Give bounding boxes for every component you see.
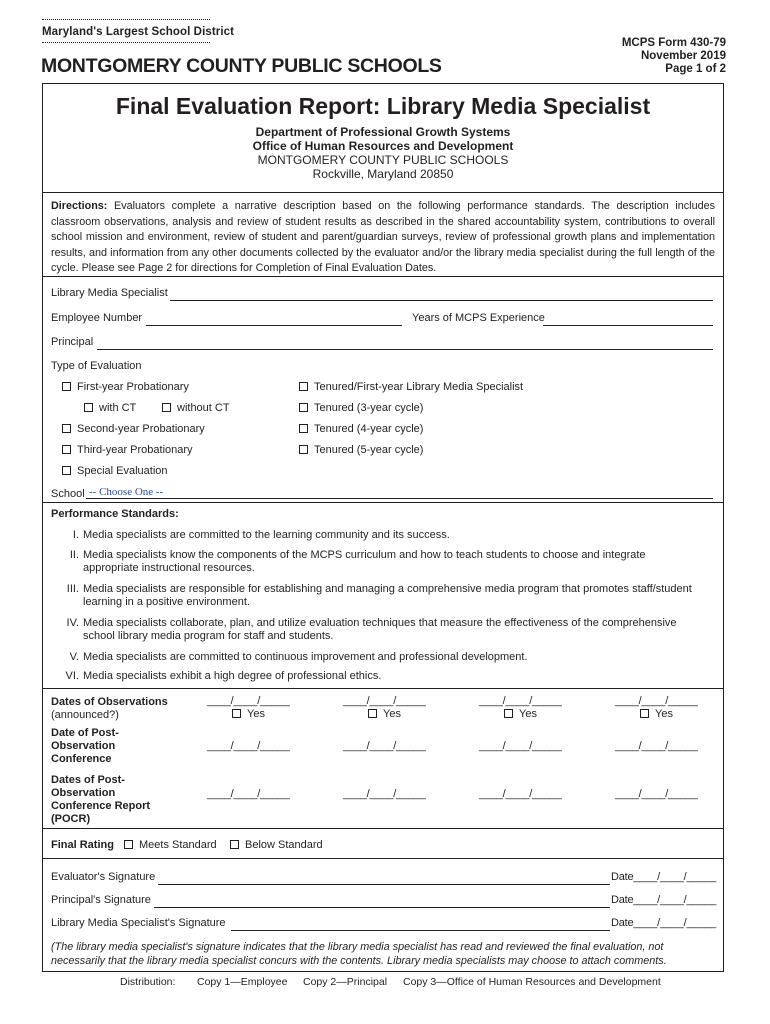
principal-field[interactable] [97,338,713,350]
checkbox[interactable] [230,840,239,849]
checkbox[interactable] [162,403,171,412]
final-rating-label: Final Rating [51,839,114,851]
evaluator-signature-date[interactable]: Date____/____/_____ [611,871,717,883]
rating-below-standard[interactable] [230,839,323,851]
label-line: Observation [51,787,116,799]
distribution-copy-2: Copy 2—Principal [303,976,388,988]
standard-item [51,617,677,630]
post-conference-date-2[interactable]: ____/____/_____ [343,740,426,752]
announced-yes-2[interactable] [368,708,401,720]
office-name: Office of Human Resources and Development [252,139,514,153]
lms-name-label: Library Media Specialist [51,287,168,299]
checkbox[interactable] [62,445,71,454]
district-logo-text: MONTGOMERY COUNTY PUBLIC SCHOOLS [41,55,442,77]
post-conference-date-1[interactable]: ____/____/_____ [207,740,290,752]
option-label: Second-year Probationary [77,423,205,435]
option-first-year[interactable] [62,381,189,393]
observation-date-4[interactable]: ____/____/_____ [615,695,698,707]
option-label: Third-year Probationary [77,444,193,456]
checkbox[interactable] [299,424,308,433]
distribution-label: Distribution: [120,976,176,988]
option-label: with CT [99,402,137,414]
option-label: Special Evaluation [77,465,168,477]
divider [42,276,724,277]
standard-text-cont: learning in a positive environment. [83,596,250,608]
observation-dates-label [51,696,168,722]
observation-date-1[interactable]: ____/____/_____ [207,695,290,707]
principal-label: Principal [51,336,94,348]
rating-label: Below Standard [245,839,323,851]
directions [51,199,715,277]
option-special[interactable] [62,465,168,477]
tagline-rule-bottom [42,42,210,43]
checkbox[interactable] [232,709,241,718]
option-label: Tenured (4-year cycle) [314,423,424,435]
option-third-year[interactable] [62,444,193,456]
observation-date-2[interactable]: ____/____/_____ [343,695,426,707]
department-name: Department of Professional Growth Systems [255,125,511,139]
checkbox[interactable] [299,445,308,454]
yes-label: Yes [519,708,537,720]
option-label: Tenured (5-year cycle) [314,444,424,456]
option-tenured-first-year[interactable] [299,381,523,393]
checkbox[interactable] [640,709,649,718]
checkbox[interactable] [504,709,513,718]
standard-text: Media specialists exhibit a high degree of professional ethics. [83,670,382,682]
standard-item [51,529,450,542]
option-tenured-5[interactable] [299,444,423,456]
label-line: Dates of Post- [51,774,125,786]
checkbox[interactable] [299,403,308,412]
yes-label: Yes [247,708,265,720]
pocr-date-1[interactable]: ____/____/_____ [207,788,290,800]
label-line: Conference Report [51,800,151,812]
rating-meets-standard[interactable] [124,839,217,851]
school-label: School [51,488,85,500]
district-tagline: Maryland's Largest School District [42,26,235,38]
standard-number: II. [69,549,79,561]
principal-signature-field[interactable] [154,896,610,908]
directions-label: Directions: [51,200,108,212]
standard-number: IV. [66,617,79,629]
observation-date-3[interactable]: ____/____/_____ [479,695,562,707]
standards-heading: Performance Standards: [51,508,179,520]
standard-item [51,651,528,664]
option-label: First-year Probationary [77,381,189,393]
label-line: (POCR) [51,813,91,825]
pocr-date-4[interactable]: ____/____/_____ [615,788,698,800]
pocr-date-3[interactable]: ____/____/_____ [479,788,562,800]
checkbox[interactable] [84,403,93,412]
standard-text: Media specialists are responsible for establishing and managing a comprehensive media program that promotes staff/student [83,583,692,595]
principal-signature-date[interactable]: Date____/____/_____ [611,894,717,906]
standard-number: I. [72,529,79,541]
lms-signature-date[interactable]: Date____/____/_____ [611,917,717,929]
form-number: MCPS Form 430-79 [621,37,726,49]
checkbox[interactable] [368,709,377,718]
checkbox[interactable] [62,466,71,475]
standard-item [51,583,692,596]
label-line: (announced?) [51,709,119,721]
checkbox[interactable] [299,382,308,391]
checkbox[interactable] [62,382,71,391]
page-number: Page 1 of 2 [665,63,726,75]
label-line: Conference [51,753,112,765]
yes-label: Yes [655,708,673,720]
option-label: without CT [177,402,230,414]
signature-note: (The library media specialist's signature indicates that the library media specialist has read and reviewed the final evaluation, not necessarily that the library media specialist concurs with the contents. Library media specialists may choose to attach comments. [51,941,667,967]
principal-signature-label: Principal's Signature [51,894,151,906]
form-id-block [622,37,726,76]
post-conference-label [51,727,119,766]
label-line: Observation [51,740,116,752]
option-tenured-4[interactable] [299,423,423,435]
rating-label: Meets Standard [139,839,217,851]
form-date: November 2019 [640,50,726,62]
employee-number-label: Employee Number [51,312,143,324]
standard-number: VI. [65,670,79,682]
announced-yes-3[interactable] [504,708,537,720]
option-with-ct[interactable] [84,402,136,414]
lms-name-field[interactable] [170,289,713,301]
checkbox[interactable] [62,424,71,433]
divider [42,502,724,503]
label-line: Dates of Observations [51,696,168,708]
lms-signature-label: Library Media Specialist's Signature [51,917,226,929]
option-label: Tenured/First-year Library Media Specialist [314,381,524,393]
option-tenured-3[interactable] [299,402,423,414]
school-select[interactable] [86,487,713,499]
divider [42,828,724,829]
years-experience-field[interactable] [543,314,713,326]
school-select-value[interactable]: -- Choose One -- [89,486,164,498]
distribution-copy-3: Copy 3—Office of Human Resources and Development [403,976,661,988]
divider [42,192,724,193]
standard-text-cont: school library media program for staff and students. [83,630,334,642]
announced-yes-1[interactable] [232,708,265,720]
evaluator-signature-field[interactable] [158,873,610,885]
standard-number: V. [69,651,79,663]
evaluation-type-label: Type of Evaluation [51,360,142,372]
standard-item [51,549,646,562]
organization-name: MONTGOMERY COUNTY PUBLIC SCHOOLS [257,153,509,167]
standard-text-cont: appropriate instructional resources. [83,562,255,574]
page-title: Final Evaluation Report: Library Media Specialist [115,93,651,119]
standard-item [51,670,381,683]
label-line: Date of Post- [51,727,119,739]
divider [42,858,724,859]
directions-text: Evaluators complete a narrative description based on the following performance standards. The description includes classroom observations, analysis and review of student results as described in the shared accountability system, contributions to overall school mission and environment, review of student and parent/guardian surveys, review of professional growth plans and implementation results, and information from any other documents collected by the evaluator and/or the library media specialist during the full length of the cycle. Please see Page 2 for directions for Completion of Final Evaluation Dates. [51,200,715,275]
standard-text: Media specialists collaborate, plan, and utilize evaluation techniques that measure the effectiveness of the comprehensive [83,617,677,629]
tagline-rule-top [42,19,210,20]
evaluator-signature-label: Evaluator's Signature [51,871,156,883]
employee-number-field[interactable] [146,314,402,326]
distribution-copy-1: Copy 1—Employee [197,976,288,988]
standard-number: III. [66,583,79,595]
announced-yes-4[interactable] [640,708,673,720]
yes-label: Yes [383,708,401,720]
pocr-label [51,774,150,826]
option-second-year[interactable] [62,423,205,435]
lms-signature-field[interactable] [231,919,610,931]
standard-text: Media specialists are committed to continuous improvement and professional development. [83,651,528,663]
post-conference-date-3[interactable]: ____/____/_____ [479,740,562,752]
post-conference-date-4[interactable]: ____/____/_____ [615,740,698,752]
option-label: Tenured (3-year cycle) [314,402,424,414]
standard-text: Media specialists know the components of the MCPS curriculum and how to teach students to choose and integrate [83,549,646,561]
divider [42,688,724,689]
checkbox[interactable] [124,840,133,849]
option-without-ct[interactable] [162,402,230,414]
years-experience-label: Years of MCPS Experience [412,312,545,324]
pocr-date-2[interactable]: ____/____/_____ [343,788,426,800]
address: Rockville, Maryland 20850 [312,167,454,181]
standard-text: Media specialists are committed to the learning community and its success. [83,529,450,541]
